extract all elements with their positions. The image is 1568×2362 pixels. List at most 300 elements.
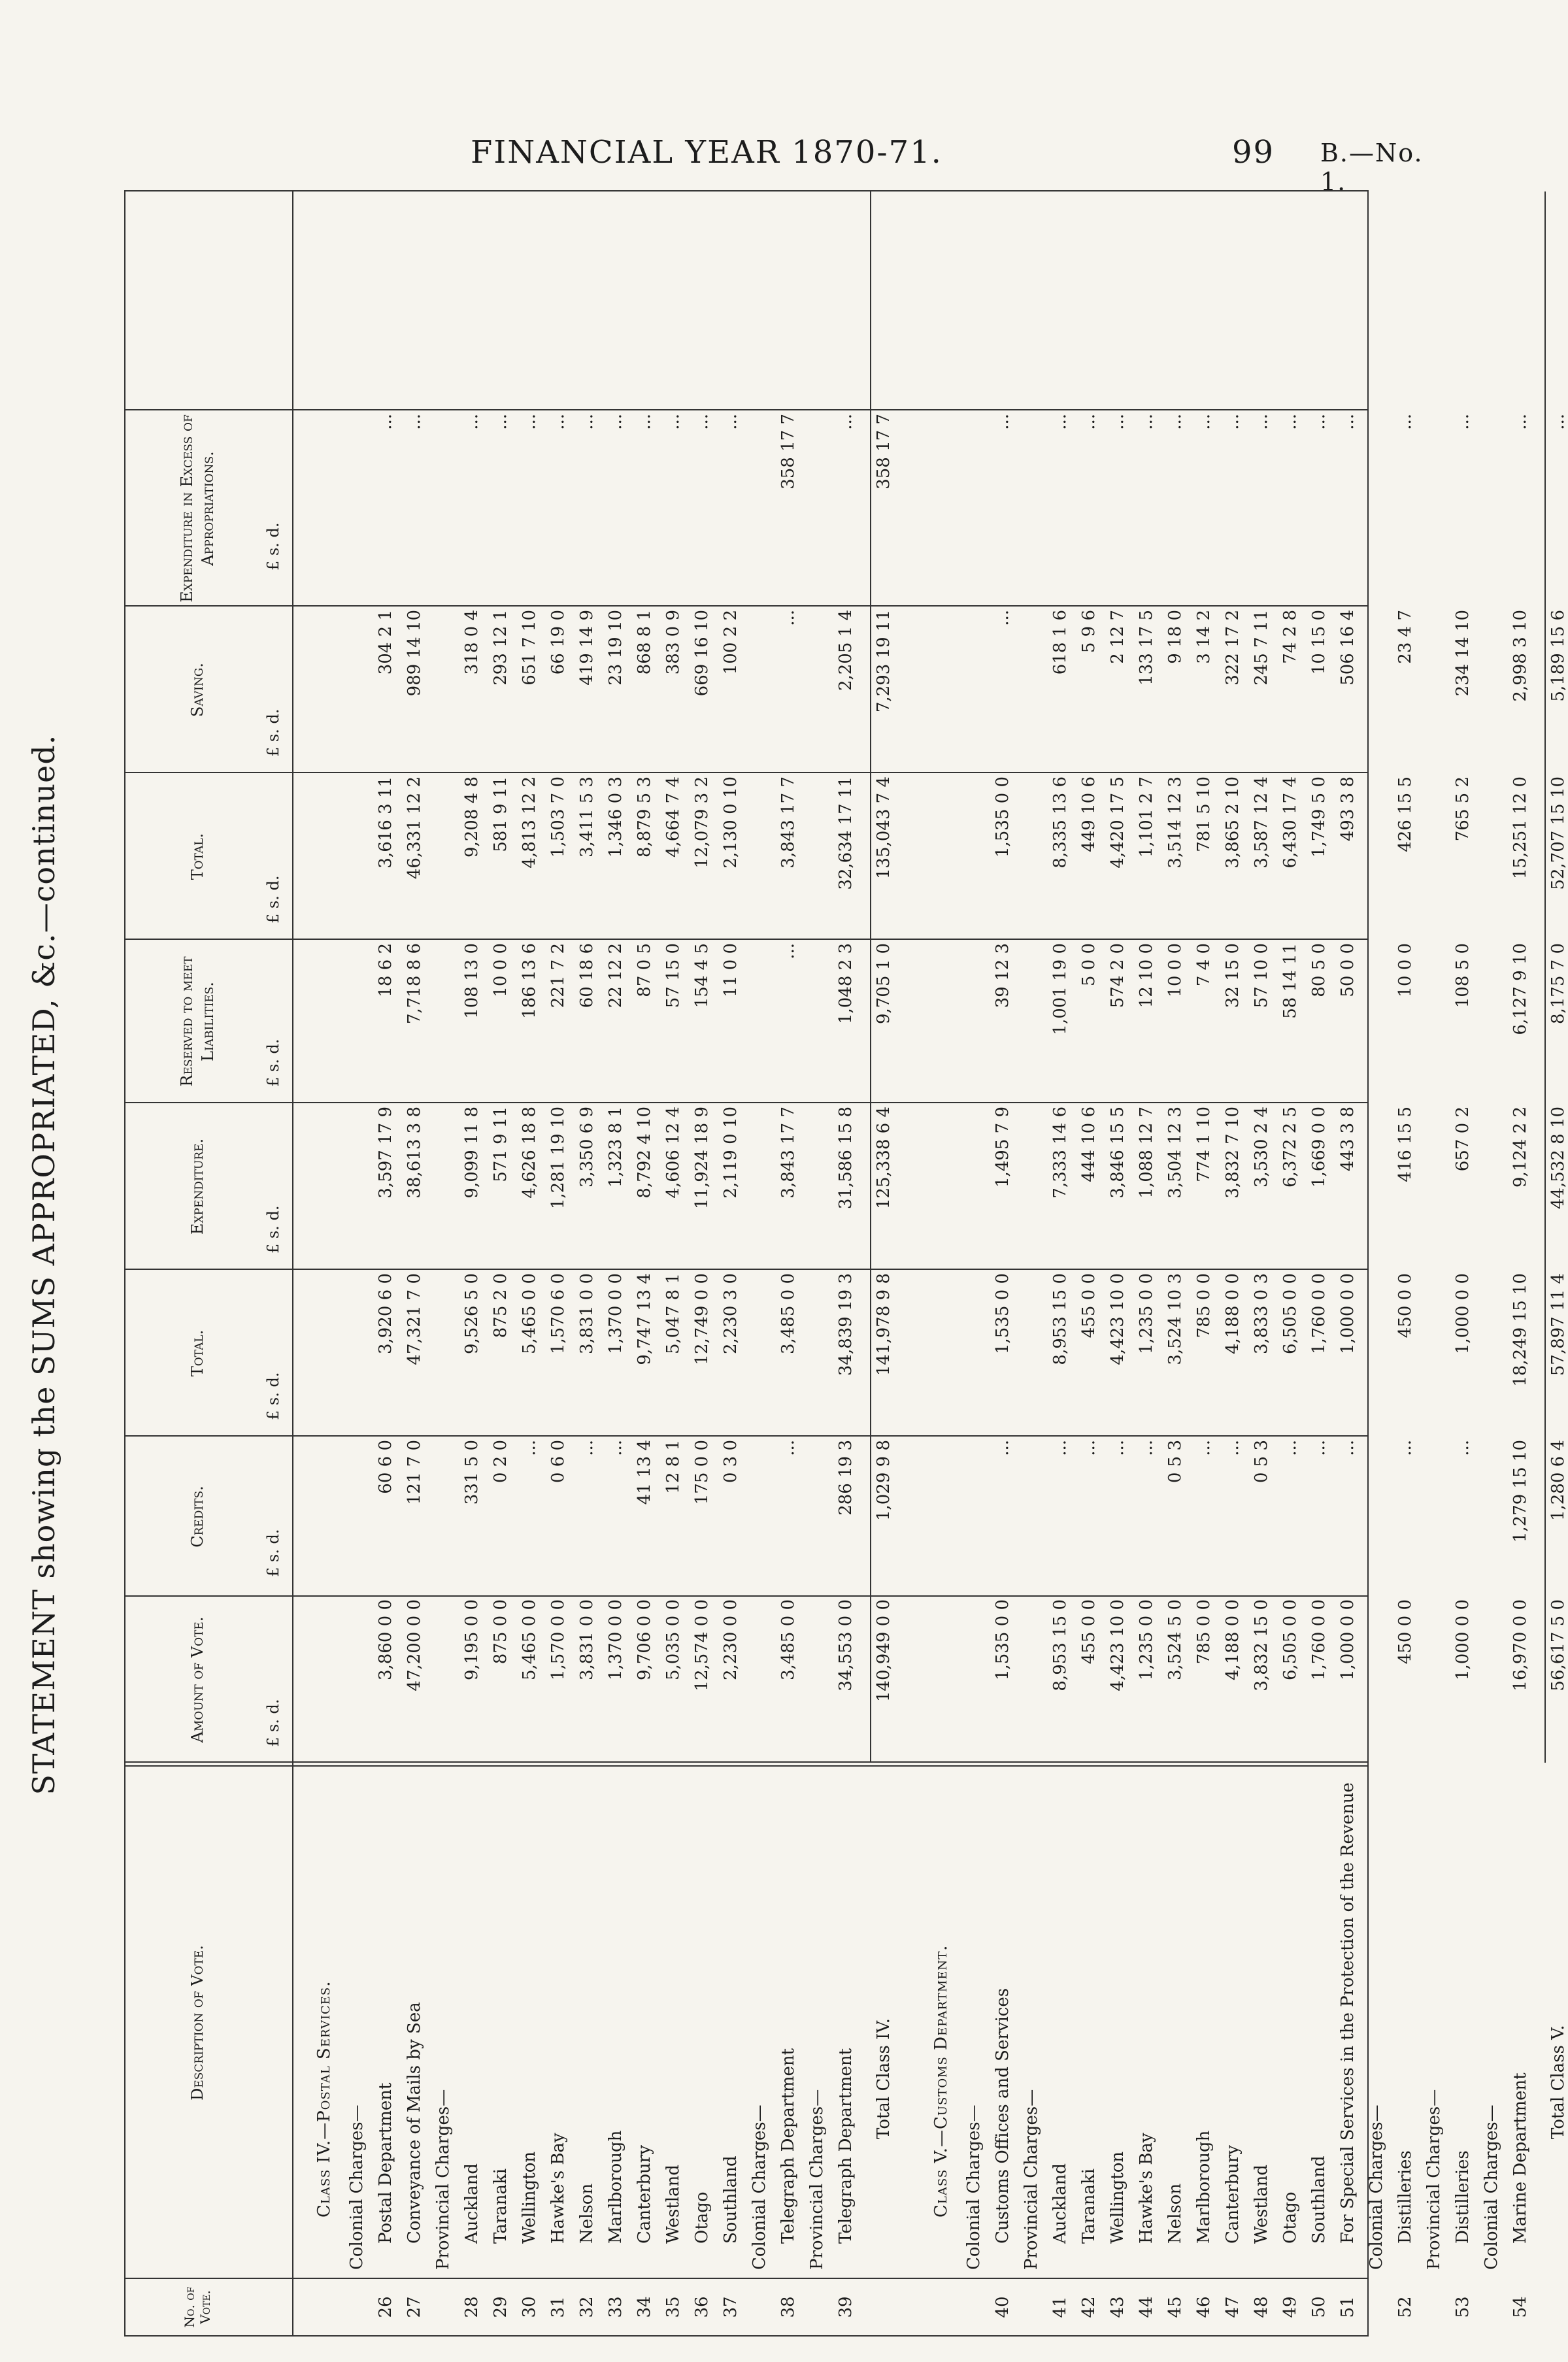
cell-res: 574 2 0 xyxy=(1108,943,1127,1008)
cell-res: 7 4 0 xyxy=(1194,943,1214,987)
cell-sav: 100 2 2 xyxy=(721,610,741,675)
total-cell-desc: Total Class V. xyxy=(1548,2025,1568,2139)
cell-res: 80 5 0 xyxy=(1309,943,1329,997)
total-cell-exc: 358 17 7 xyxy=(874,414,893,490)
cell-tot2: 4,420 17 5 xyxy=(1108,776,1127,869)
cell-desc: Colonial Charges— xyxy=(1367,2104,1386,2270)
cell-desc: Marine Department xyxy=(1510,2072,1530,2244)
cell-tot1: 3,485 0 0 xyxy=(778,1273,798,1355)
cell-tot1: 9,526 5 0 xyxy=(462,1273,482,1355)
cell-desc: Provincial Charges— xyxy=(1022,2089,1041,2270)
total-cell-cred: 1,029 9 8 xyxy=(874,1440,893,1522)
cell-res: ... xyxy=(778,943,798,959)
cell-sav: 2 12 7 xyxy=(1108,610,1127,664)
cell-tot2: 46,331 12 2 xyxy=(405,776,424,880)
cell-res: 39 12 3 xyxy=(993,943,1012,1008)
cell-exp: 8,792 4 10 xyxy=(635,1106,654,1199)
cell-sav: 5 9 6 xyxy=(1079,610,1099,654)
units-reserved: £ s. d. xyxy=(264,1039,282,1087)
total-rule xyxy=(870,191,871,1763)
cell-exp: 1,323 8 1 xyxy=(606,1106,626,1188)
cell-tot2: 8,335 13 6 xyxy=(1050,776,1070,869)
cell-tot2: 3,514 12 3 xyxy=(1165,776,1185,869)
cell-tot1: 875 2 0 xyxy=(491,1273,510,1339)
cell-sav: 2,205 1 4 xyxy=(836,610,856,691)
cell-exp: 3,350 6 9 xyxy=(577,1106,597,1188)
cell-res: 58 14 11 xyxy=(1280,943,1300,1019)
total-cell-tot2: 52,707 15 10 xyxy=(1548,776,1568,890)
col-header-total-2: Total. xyxy=(188,833,207,880)
cell-amt: 1,235 0 0 xyxy=(1137,1599,1156,1681)
cell-desc: Taranaki xyxy=(1079,2168,1099,2244)
cell-cred: ... xyxy=(1338,1440,1358,1456)
cell-no: 29 xyxy=(491,2296,510,2318)
cell-tot1: 4,188 0 0 xyxy=(1223,1273,1243,1355)
total-cell-tot2: 135,043 7 4 xyxy=(874,776,893,880)
cell-desc: Otago xyxy=(692,2191,712,2244)
cell-exp: 1,495 7 9 xyxy=(993,1106,1012,1188)
total-cell-tot1: 57,897 11 4 xyxy=(1548,1273,1568,1376)
cell-amt: 5,465 0 0 xyxy=(520,1599,539,1681)
cell-exp: 38,613 3 8 xyxy=(405,1106,424,1199)
cell-res: 18 6 2 xyxy=(376,943,395,997)
cell-no: 40 xyxy=(993,2296,1012,2318)
cell-tot1: 3,831 0 0 xyxy=(577,1273,597,1355)
cell-exc: ... xyxy=(1165,414,1185,430)
cell-tot1: 785 0 0 xyxy=(1194,1273,1214,1339)
cell-desc: Westland xyxy=(1252,2165,1271,2244)
cell-cred: 0 3 0 xyxy=(721,1440,741,1484)
cell-amt: 1,570 0 0 xyxy=(548,1599,568,1681)
cell-exp: 1,669 0 0 xyxy=(1309,1106,1329,1188)
cell-amt: 1,535 0 0 xyxy=(993,1599,1012,1681)
cell-no: 36 xyxy=(692,2296,712,2318)
cell-amt: 2,230 0 0 xyxy=(721,1599,741,1681)
cell-desc: Telegraph Department xyxy=(836,2048,856,2244)
cell-no: 32 xyxy=(577,2296,597,2318)
cell-sav: 10 15 0 xyxy=(1309,610,1329,675)
cell-sav: 293 12 1 xyxy=(491,610,510,686)
cell-amt: 8,953 15 0 xyxy=(1050,1599,1070,1691)
cell-desc: Colonial Charges— xyxy=(964,2104,984,2270)
page-number: 99 xyxy=(1232,134,1275,171)
cell-no: 35 xyxy=(663,2296,683,2318)
cell-amt: 9,706 0 0 xyxy=(635,1599,654,1681)
cell-no: 44 xyxy=(1137,2296,1156,2318)
cell-exp: 3,597 17 9 xyxy=(376,1106,395,1199)
cell-desc: Otago xyxy=(1280,2191,1300,2244)
cell-tot1: 5,465 0 0 xyxy=(520,1273,539,1355)
cell-desc: Telegraph Department xyxy=(778,2048,798,2244)
cell-no: 50 xyxy=(1309,2296,1329,2318)
cell-amt: 9,195 0 0 xyxy=(462,1599,482,1681)
cell-amt: 1,760 0 0 xyxy=(1309,1599,1329,1681)
cell-amt: 3,524 5 0 xyxy=(1165,1599,1185,1681)
document-reference: B.—No. 1. xyxy=(1320,139,1424,196)
cell-sav: 868 8 1 xyxy=(635,610,654,675)
cell-tot2: 449 10 6 xyxy=(1079,776,1099,852)
cell-desc: Colonial Charges— xyxy=(1482,2104,1501,2270)
cell-desc: Distilleries xyxy=(1395,2150,1415,2244)
cell-cred: 41 13 4 xyxy=(635,1440,654,1505)
cell-desc: Wellington xyxy=(1108,2151,1127,2244)
cell-no: 33 xyxy=(606,2296,626,2318)
cell-exp: 571 9 11 xyxy=(491,1106,510,1182)
cell-sav: 133 17 5 xyxy=(1137,610,1156,686)
cell-desc: Colonial Charges— xyxy=(347,2104,367,2270)
cell-cred: ... xyxy=(577,1440,597,1456)
column-rule xyxy=(125,409,1367,410)
col-header-desc: Description of Vote. xyxy=(188,1945,207,2101)
cell-res: 32 15 0 xyxy=(1223,943,1243,1008)
cell-desc: Taranaki xyxy=(491,2168,510,2244)
cell-exp: 3,846 15 5 xyxy=(1108,1106,1127,1199)
cell-desc: Canterbury xyxy=(635,2145,654,2244)
cell-desc: Provincial Charges— xyxy=(1424,2089,1444,2270)
cell-sav: 234 14 10 xyxy=(1453,610,1473,697)
cell-amt: 16,970 0 0 xyxy=(1510,1599,1530,1691)
cell-res: 108 5 0 xyxy=(1453,943,1473,1008)
cell-desc: Southland xyxy=(1309,2155,1329,2244)
cell-desc: For Special Services in the Protection of the Revenue xyxy=(1338,1782,1358,2244)
cell-tot1: 3,833 0 3 xyxy=(1252,1273,1271,1355)
cell-desc: Hawke's Bay xyxy=(548,2133,568,2244)
cell-sav: ... xyxy=(778,610,798,626)
col-header-total: Total. xyxy=(188,1329,207,1377)
cell-no: 51 xyxy=(1338,2296,1358,2318)
cell-res: 6,127 9 10 xyxy=(1510,943,1530,1035)
cell-cred: ... xyxy=(1137,1440,1156,1456)
cell-sav: 669 16 10 xyxy=(692,610,712,697)
total-cell-cred: 1,280 6 4 xyxy=(1548,1440,1568,1522)
cell-desc: Provincial Charges— xyxy=(433,2089,453,2270)
cell-cred: 12 8 1 xyxy=(663,1440,683,1494)
cell-tot1: 1,760 0 0 xyxy=(1309,1273,1329,1355)
cell-tot2: 3,411 5 3 xyxy=(577,776,597,858)
cell-tot2: 2,130 0 10 xyxy=(721,776,741,869)
cell-amt: 3,860 0 0 xyxy=(376,1599,395,1681)
cell-exp: 2,119 0 10 xyxy=(721,1106,741,1199)
cell-tot1: 3,920 6 0 xyxy=(376,1273,395,1355)
cell-cred: ... xyxy=(1309,1440,1329,1456)
cell-no: 49 xyxy=(1280,2296,1300,2318)
units-credits: £ s. d. xyxy=(264,1529,282,1577)
cell-no: 39 xyxy=(836,2296,856,2318)
cell-res: 11 0 0 xyxy=(721,943,741,997)
cell-tot2: 1,503 7 0 xyxy=(548,776,568,858)
units-amount: £ s. d. xyxy=(264,1699,282,1747)
cell-exp: 31,586 15 8 xyxy=(836,1106,856,1210)
cell-cred: 121 7 0 xyxy=(405,1440,424,1505)
cell-no: 28 xyxy=(462,2296,482,2318)
cell-tot1: 18,249 15 10 xyxy=(1510,1273,1530,1387)
cell-tot2: 1,101 2 7 xyxy=(1137,776,1156,858)
cell-no: 31 xyxy=(548,2296,568,2318)
cell-cred: ... xyxy=(1223,1440,1243,1456)
cell-no: 54 xyxy=(1510,2296,1530,2318)
cell-res: 7,718 8 6 xyxy=(405,943,424,1025)
col-header-reserved: Reserved to meet Liabilities. xyxy=(178,956,217,1087)
cell-sav: 506 16 4 xyxy=(1338,610,1358,686)
cell-tot2: 781 5 10 xyxy=(1194,776,1214,852)
cell-no: 52 xyxy=(1395,2296,1415,2318)
cell-tot1: 1,000 0 0 xyxy=(1338,1273,1358,1355)
cell-exc: ... xyxy=(1280,414,1300,430)
cell-desc: Marlborough xyxy=(606,2130,626,2244)
cell-cred: 0 2 0 xyxy=(491,1440,510,1484)
cell-sav: 989 14 10 xyxy=(405,610,424,697)
cell-desc: Colonial Charges— xyxy=(750,2104,769,2270)
cell-exp: 3,530 2 4 xyxy=(1252,1106,1271,1188)
cell-sav: 3 14 2 xyxy=(1194,610,1214,664)
cell-tot1: 6,505 0 0 xyxy=(1280,1273,1300,1355)
cell-exp: 6,372 2 5 xyxy=(1280,1106,1300,1188)
cell-tot2: 1,346 0 3 xyxy=(606,776,626,858)
cell-exp: 1,088 12 7 xyxy=(1137,1106,1156,1199)
cell-tot1: 1,370 0 0 xyxy=(606,1273,626,1355)
cell-res: 12 10 0 xyxy=(1137,943,1156,1008)
cell-no: 45 xyxy=(1165,2296,1185,2318)
cell-sav: 74 2 8 xyxy=(1280,610,1300,664)
cell-exc: ... xyxy=(462,414,482,430)
cell-exc: ... xyxy=(836,414,856,430)
cell-exp: 9,124 2 2 xyxy=(1510,1106,1530,1188)
statement-caption: STATEMENT showing the SUMS APPROPRIATED, &c.—continued. xyxy=(26,734,61,1795)
cell-res: 154 4 5 xyxy=(692,943,712,1008)
cell-tot1: 4,423 10 0 xyxy=(1108,1273,1127,1365)
cell-exc: ... xyxy=(1338,414,1358,430)
cell-tot1: 3,524 10 3 xyxy=(1165,1273,1185,1365)
cell-sav: 318 0 4 xyxy=(462,610,482,675)
cell-exc: ... xyxy=(1108,414,1127,430)
cell-tot1: 455 0 0 xyxy=(1079,1273,1099,1339)
cell-exc: ... xyxy=(1453,414,1473,430)
cell-res: 108 13 0 xyxy=(462,943,482,1019)
cell-exc: ... xyxy=(1137,414,1156,430)
cell-exc: ... xyxy=(1510,414,1530,430)
cell-exp: 443 3 8 xyxy=(1338,1106,1358,1172)
cell-tot1: 1,235 0 0 xyxy=(1137,1273,1156,1355)
cell-sav: 322 17 2 xyxy=(1223,610,1243,686)
total-cell-res: 8,175 7 0 xyxy=(1548,943,1568,1025)
cell-cred: ... xyxy=(1050,1440,1070,1456)
cell-desc: Auckland xyxy=(462,2163,482,2244)
cell-desc: Nelson xyxy=(577,2183,597,2244)
cell-tot2: 1,535 0 0 xyxy=(993,776,1012,858)
cell-no: 27 xyxy=(405,2296,424,2318)
cell-amt: 12,574 0 0 xyxy=(692,1599,712,1691)
cell-desc: Wellington xyxy=(520,2151,539,2244)
cell-tot2: 765 5 2 xyxy=(1453,776,1473,842)
cell-tot1: 2,230 3 0 xyxy=(721,1273,741,1355)
cell-tot2: 493 3 8 xyxy=(1338,776,1358,842)
cell-amt: 6,505 0 0 xyxy=(1280,1599,1300,1681)
col-header-credits: Credits. xyxy=(188,1486,207,1548)
cell-amt: 3,831 0 0 xyxy=(577,1599,597,1681)
cell-desc: Marlborough xyxy=(1194,2130,1214,2244)
cell-no: 46 xyxy=(1194,2296,1214,2318)
cell-tot2: 32,634 17 11 xyxy=(836,776,856,890)
cell-exc: ... xyxy=(520,414,539,430)
page-title: FINANCIAL YEAR 1870-71. xyxy=(471,134,942,171)
cell-exc: ... xyxy=(1252,414,1271,430)
cell-tot1: 1,535 0 0 xyxy=(993,1273,1012,1355)
cell-tot2: 8,879 5 3 xyxy=(635,776,654,858)
cell-exc: ... xyxy=(1050,414,1070,430)
col-header-excess: Expenditure in Excess of Appropriations. xyxy=(178,414,217,603)
total-cell-exc: ... xyxy=(1548,414,1568,430)
cell-res: 87 0 5 xyxy=(635,943,654,997)
cell-no: 26 xyxy=(376,2296,395,2318)
cell-no: 34 xyxy=(635,2296,654,2318)
cell-tot2: 4,813 12 2 xyxy=(520,776,539,869)
cell-tot2: 15,251 12 0 xyxy=(1510,776,1530,880)
cell-exc: ... xyxy=(1194,414,1214,430)
cell-no: 53 xyxy=(1453,2296,1473,2318)
cell-tot1: 450 0 0 xyxy=(1395,1273,1415,1339)
cell-res: 57 15 0 xyxy=(663,943,683,1008)
col-header-saving: Saving. xyxy=(188,663,207,717)
cell-sav: 618 1 6 xyxy=(1050,610,1070,675)
cell-exc: ... xyxy=(376,414,395,430)
cell-exp: 9,099 11 8 xyxy=(462,1106,482,1199)
total-cell-sav: 7,293 19 11 xyxy=(874,610,893,713)
col-header-expenditure: Expenditure. xyxy=(188,1138,207,1235)
cell-exc: ... xyxy=(993,414,1012,430)
cell-cred: ... xyxy=(1280,1440,1300,1456)
cell-exc: ... xyxy=(405,414,424,430)
cell-exc: ... xyxy=(577,414,597,430)
cell-cred: ... xyxy=(1108,1440,1127,1456)
cell-tot1: 9,747 13 4 xyxy=(635,1273,654,1365)
cell-sav: 304 2 1 xyxy=(376,610,395,675)
cell-desc: Auckland xyxy=(1050,2163,1070,2244)
cell-sav: 651 7 10 xyxy=(520,610,539,686)
cell-exp: 4,606 12 4 xyxy=(663,1106,683,1199)
cell-amt: 1,000 0 0 xyxy=(1453,1599,1473,1681)
cell-no: 48 xyxy=(1252,2296,1271,2318)
cell-exp: 1,281 19 10 xyxy=(548,1106,568,1210)
cell-desc: Postal Department xyxy=(376,2082,395,2244)
cell-exp: 4,626 18 8 xyxy=(520,1106,539,1199)
cell-tot1: 8,953 15 0 xyxy=(1050,1273,1070,1365)
cell-desc: Conveyance of Mails by Sea xyxy=(405,2002,424,2244)
cell-cred: ... xyxy=(1395,1440,1415,1456)
units-total-2: £ s. d. xyxy=(264,875,282,923)
total-cell-res: 9,705 1 0 xyxy=(874,943,893,1025)
cell-sav: ... xyxy=(993,610,1012,626)
cell-amt: 785 0 0 xyxy=(1194,1599,1214,1665)
cell-desc: Class V.—Customs Department. xyxy=(931,1944,951,2218)
total-cell-exp: 125,338 6 4 xyxy=(874,1106,893,1210)
cell-exc: ... xyxy=(1079,414,1099,430)
cell-amt: 34,553 0 0 xyxy=(836,1599,856,1691)
cell-exp: 3,832 7 10 xyxy=(1223,1106,1243,1199)
cell-cred: 331 5 0 xyxy=(462,1440,482,1505)
cell-cred: 0 5 3 xyxy=(1165,1440,1185,1484)
cell-exp: 3,843 17 7 xyxy=(778,1106,798,1199)
cell-res: 221 7 2 xyxy=(548,943,568,1008)
cell-amt: 875 0 0 xyxy=(491,1599,510,1665)
cell-exc: ... xyxy=(721,414,741,430)
total-rule xyxy=(1544,191,1546,1763)
cell-tot2: 9,208 4 8 xyxy=(462,776,482,858)
cell-cred: 1,279 15 10 xyxy=(1510,1440,1530,1543)
cell-tot2: 4,664 7 4 xyxy=(663,776,683,858)
cell-desc: Customs Offices and Services xyxy=(993,1988,1012,2244)
cell-exc: ... xyxy=(692,414,712,430)
cell-tot1: 5,047 8 1 xyxy=(663,1273,683,1355)
cell-cred: 286 19 3 xyxy=(836,1440,856,1516)
cell-cred: 0 6 0 xyxy=(548,1440,568,1484)
cell-exc: ... xyxy=(635,414,654,430)
cell-exp: 416 15 5 xyxy=(1395,1106,1415,1182)
units-total: £ s. d. xyxy=(264,1372,282,1420)
cell-sav: 245 7 11 xyxy=(1252,610,1271,686)
cell-tot1: 34,839 19 3 xyxy=(836,1273,856,1376)
cell-tot2: 3,865 2 10 xyxy=(1223,776,1243,869)
appropriations-table xyxy=(124,190,1568,2337)
cell-sav: 66 19 0 xyxy=(548,610,568,675)
cell-amt: 1,370 0 0 xyxy=(606,1599,626,1681)
page-header xyxy=(0,0,1451,196)
units-expenditure: £ s. d. xyxy=(264,1205,282,1254)
cell-cred: ... xyxy=(520,1440,539,1456)
cell-sav: 419 14 9 xyxy=(577,610,597,686)
cell-tot1: 1,000 0 0 xyxy=(1453,1273,1473,1355)
cell-desc: Westland xyxy=(663,2165,683,2244)
cell-res: 10 0 0 xyxy=(1165,943,1185,997)
cell-amt: 1,000 0 0 xyxy=(1338,1599,1358,1681)
units-excess: £ s. d. xyxy=(264,522,282,571)
cell-sav: 23 4 7 xyxy=(1395,610,1415,664)
cell-tot2: 581 9 11 xyxy=(491,776,510,852)
cell-res: 1,048 2 3 xyxy=(836,943,856,1025)
cell-cred: ... xyxy=(778,1440,798,1456)
cell-cred: ... xyxy=(1194,1440,1214,1456)
cell-exc: ... xyxy=(606,414,626,430)
cell-no: 42 xyxy=(1079,2296,1099,2318)
cell-tot2: 3,587 12 4 xyxy=(1252,776,1271,869)
cell-sav: 383 0 9 xyxy=(663,610,683,675)
cell-exp: 7,333 14 6 xyxy=(1050,1106,1070,1199)
cell-desc: Class IV.—Postal Services. xyxy=(314,1980,334,2218)
cell-res: 60 18 6 xyxy=(577,943,597,1008)
cell-no: 47 xyxy=(1223,2296,1243,2318)
total-cell-exp: 44,532 8 10 xyxy=(1548,1106,1568,1210)
cell-tot2: 3,616 3 11 xyxy=(376,776,395,869)
units-saving: £ s. d. xyxy=(264,708,282,757)
cell-no: 38 xyxy=(778,2296,798,2318)
cell-tot2: 3,843 17 7 xyxy=(778,776,798,869)
cell-res: 10 0 0 xyxy=(491,943,510,997)
cell-desc: Southland xyxy=(721,2155,741,2244)
cell-amt: 5,035 0 0 xyxy=(663,1599,683,1681)
cell-sav: 23 19 10 xyxy=(606,610,626,686)
cell-res: 22 12 2 xyxy=(606,943,626,1008)
col-header-amount: Amount of Vote. xyxy=(188,1616,207,1743)
cell-exp: 444 10 6 xyxy=(1079,1106,1099,1182)
cell-exp: 657 0 2 xyxy=(1453,1106,1473,1172)
total-cell-desc: Total Class IV. xyxy=(874,2018,893,2139)
cell-no: 41 xyxy=(1050,2296,1070,2318)
cell-sav: 9 18 0 xyxy=(1165,610,1185,664)
cell-amt: 3,485 0 0 xyxy=(778,1599,798,1681)
cell-no: 37 xyxy=(721,2296,741,2318)
total-cell-amt: 140,949 0 0 xyxy=(874,1599,893,1703)
cell-exp: 11,924 18 9 xyxy=(692,1106,712,1210)
cell-exc: ... xyxy=(548,414,568,430)
